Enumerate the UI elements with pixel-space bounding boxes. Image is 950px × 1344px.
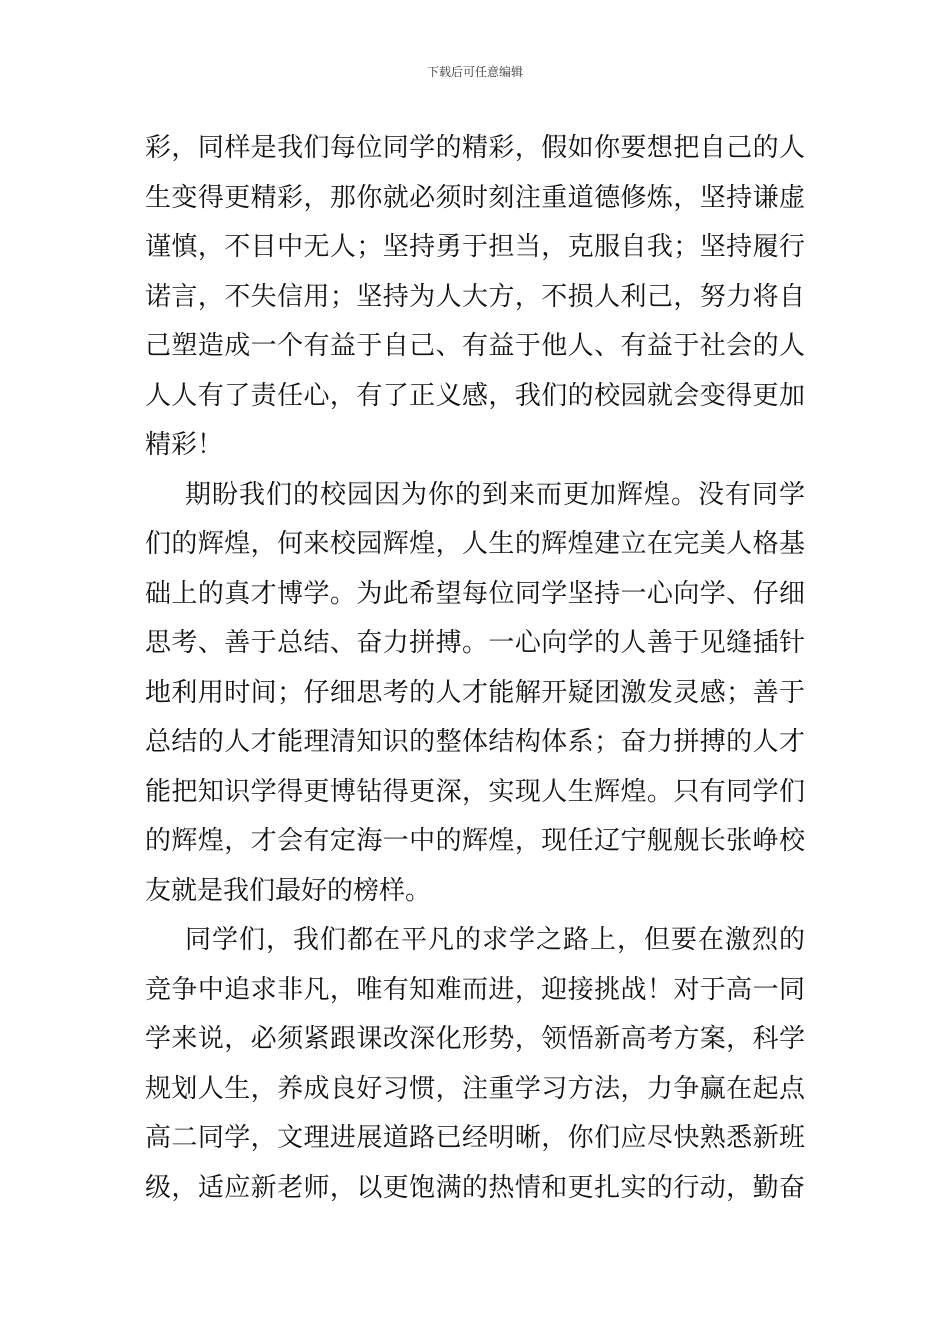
text-line: 学来说，必须紧跟课改深化形势，领悟新高考方案，科学: [145, 1024, 805, 1054]
text-line: 们的辉煌，何来校园辉煌，人生的辉煌建立在完美人格基: [145, 529, 805, 559]
text-line: 级，适应新老师，以更饱满的热情和更扎实的行动，勤奋: [145, 1172, 805, 1203]
text-line: 谨慎，不目中无人；坚持勇于担当，克服自我；坚持履行: [145, 232, 805, 262]
text-line: 友就是我们最好的榜样。: [145, 875, 432, 906]
text-line: 础上的真才博学。为此希望每位同学坚持一心向学、仔细: [145, 578, 805, 609]
text-line: 思考、善于总结、奋力拼搏。一心向学的人善于见缝插针: [145, 628, 805, 658]
text-line: 精彩！: [145, 430, 224, 460]
text-line: 同学们，我们都在平凡的求学之路上，但要在激烈的: [185, 925, 805, 955]
text-line: 地利用时间；仔细思考的人才能解开疑团激发灵感；善于: [145, 677, 805, 708]
text-line: 能把知识学得更博钻得更深，实现人生辉煌。只有同学们: [145, 776, 805, 807]
text-line: 规划人生，养成良好习惯，注重学习方法，力争赢在起点: [145, 1073, 805, 1104]
text-line: 高二同学，文理进展道路已经明晰，你们应尽快熟悉新班: [145, 1123, 805, 1153]
text-line: 的辉煌，才会有定海一中的辉煌，现任辽宁舰舰长张峥校: [145, 826, 805, 856]
text-line: 总结的人才能理清知识的整体结构体系；奋力拼搏的人才: [145, 727, 805, 757]
page-header: 下载后可任意编辑: [426, 65, 523, 79]
text-line: 诺言，不失信用；坚持为人大方，不损人利己，努力将自: [145, 281, 805, 312]
text-line: 竞争中追求非凡，唯有知难而进，迎接挑战！对于高一同: [145, 974, 805, 1005]
text-line: 己塑造成一个有益于自己、有益于他人、有益于社会的人: [145, 331, 805, 361]
text-line: 生变得更精彩，那你就必须时刻注重道德修炼，坚持谦虚: [145, 182, 805, 213]
text-line: 期盼我们的校园因为你的到来而更加辉煌。没有同学: [185, 479, 805, 510]
text-line: 人人有了责任心，有了正义感，我们的校园就会变得更加: [145, 380, 805, 411]
document-body: [145, 124, 805, 1213]
text-line: 彩，同样是我们每位同学的精彩，假如你要想把自己的人: [145, 133, 805, 163]
